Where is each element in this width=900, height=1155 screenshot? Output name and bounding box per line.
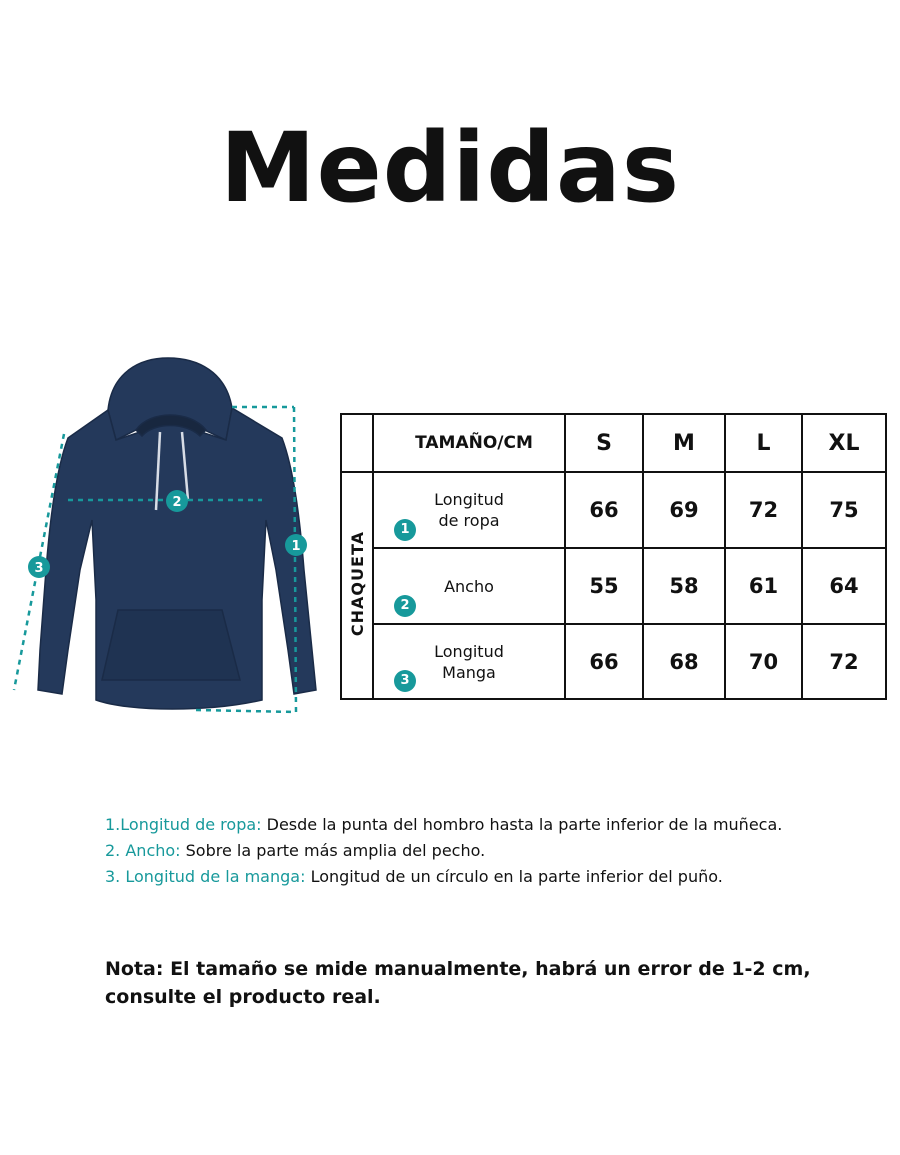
note-text: Longitud de un círculo en la parte inferior del puño.	[305, 867, 723, 886]
value-cell: 70	[725, 624, 802, 699]
note-text: Desde la punta del hombro hasta la parte inferior de la muñeca.	[261, 815, 783, 834]
size-header-l: L	[725, 414, 802, 472]
table-row	[341, 548, 886, 624]
table-row	[341, 472, 886, 548]
note-key: 1.Longitud de ropa:	[105, 815, 262, 834]
measure-label-line: Manga	[442, 662, 496, 682]
value-cell: 58	[643, 548, 725, 624]
measure-badge-3: 3	[394, 670, 416, 692]
marker-1	[285, 534, 307, 556]
value-cell: 61	[725, 548, 802, 624]
value-cell: 68	[643, 624, 725, 699]
value-cell: 66	[565, 472, 643, 548]
svg-text:3: 3	[34, 561, 44, 576]
note-key: 2. Ancho:	[105, 841, 181, 860]
page-title: Medidas	[220, 112, 680, 224]
size-table	[340, 413, 887, 700]
value-cell: 75	[802, 472, 886, 548]
table-header-row	[341, 414, 886, 472]
garment-type-label: CHAQUETA	[347, 530, 367, 637]
measure-label-cell	[373, 624, 565, 699]
svg-text:2: 2	[172, 495, 182, 510]
value-cell: 72	[802, 624, 886, 699]
svg-text:1: 1	[291, 539, 301, 554]
size-unit-header: TAMAÑO/CM	[373, 414, 565, 472]
value-cell: 72	[725, 472, 802, 548]
measure-label-cell	[373, 548, 565, 624]
hoodie-diagram	[0, 350, 330, 730]
measure-label-line: Longitud	[434, 490, 504, 509]
measure-label-cell	[373, 472, 565, 548]
note-sleeve	[105, 864, 782, 890]
note-text: Sobre la parte más amplia del pecho.	[180, 841, 486, 860]
value-cell: 66	[565, 624, 643, 699]
measure-badge-1: 1	[394, 519, 416, 541]
value-cell: 69	[643, 472, 725, 548]
length-guide-bottom	[196, 710, 296, 712]
measure-label-line: Longitud	[434, 641, 504, 661]
measurement-notes	[105, 812, 782, 890]
table-corner-blank	[341, 414, 373, 472]
size-header-xl: XL	[802, 414, 886, 472]
note-width	[105, 838, 782, 864]
marker-3	[28, 556, 50, 578]
note-key: 3. Longitud de la manga:	[105, 867, 306, 886]
value-cell: 64	[802, 548, 886, 624]
value-cell: 55	[565, 548, 643, 624]
size-header-m: M	[643, 414, 725, 472]
size-header-s: S	[565, 414, 643, 472]
measure-label-line: Ancho	[444, 576, 494, 596]
measure-badge-2: 2	[394, 595, 416, 617]
table-row	[341, 624, 886, 699]
measure-label-line: de ropa	[438, 511, 500, 530]
disclaimer-note: Nota: El tamaño se mide manualmente, habrá un error de 1-2 cm, consulte el producto real.	[105, 958, 811, 1008]
garment-type-cell	[341, 472, 373, 699]
note-length	[105, 812, 782, 838]
marker-2	[166, 490, 188, 512]
hoodie-illustration	[38, 358, 316, 709]
